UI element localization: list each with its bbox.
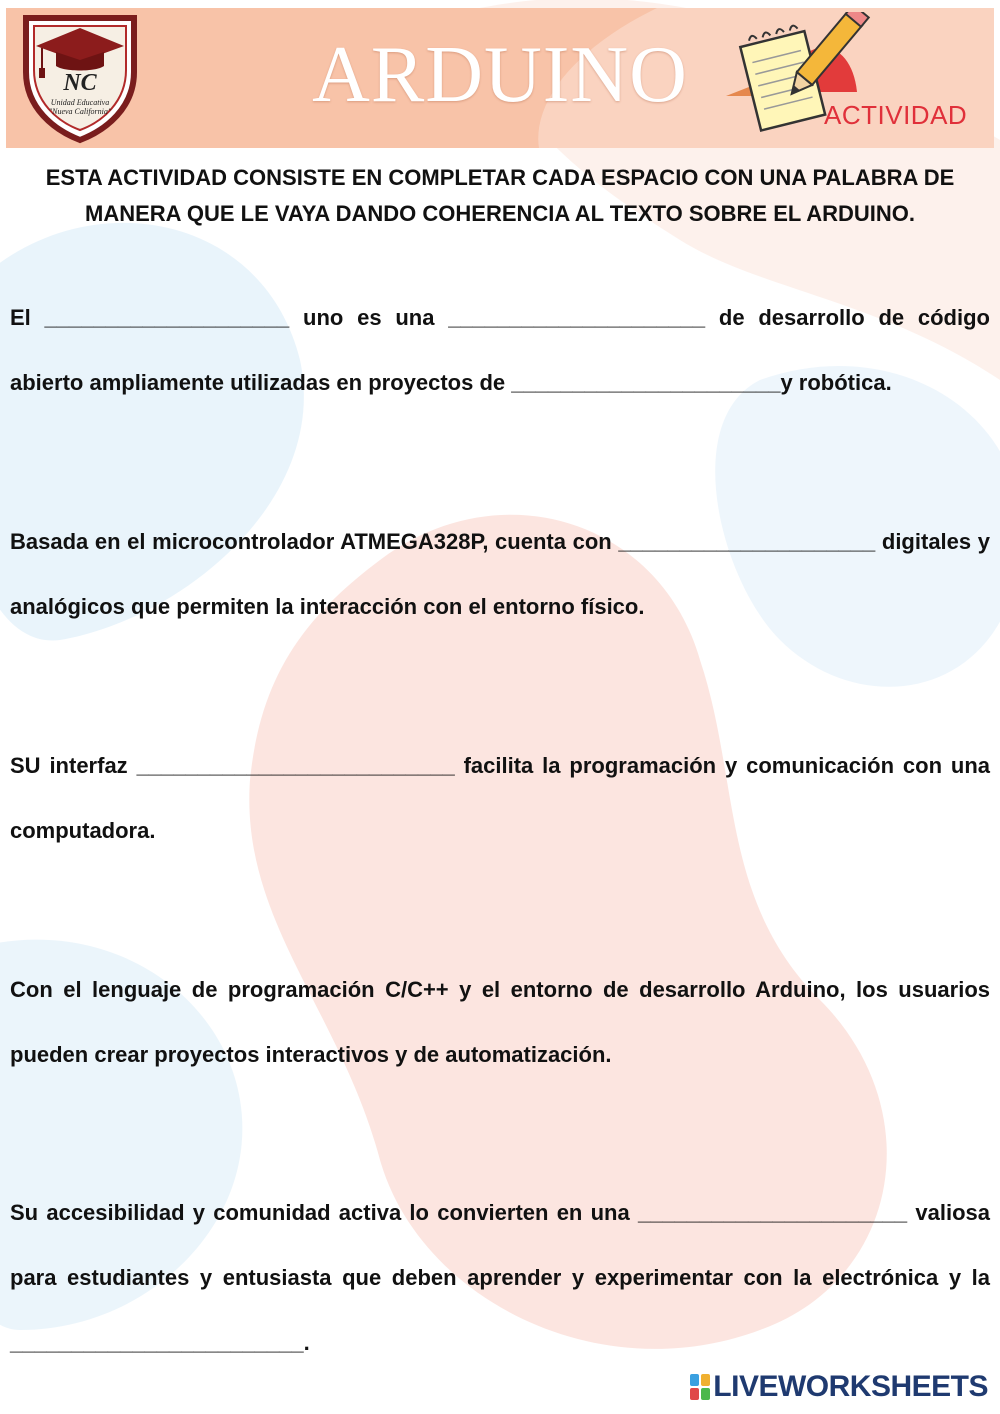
text-segment: valiosa para estudiantes y entusiasta que deben aprender y experimentar con la electrónica y la [10, 1200, 990, 1290]
blank-6[interactable]: ______________________ [637, 1200, 908, 1225]
text-segment: digitales y analógicos que permiten la interacción con el entorno físico. [10, 529, 990, 619]
logo-initials: NC [63, 70, 97, 96]
text-segment: Con el lenguaje de programación C/C++ y el entorno de desarrollo Arduino, los usuarios pueden crear proyectos interactivos y de automatización. [10, 977, 990, 1067]
paragraph-5 [10, 1180, 990, 1375]
text-segment: El [10, 305, 45, 330]
liveworksheets-icon [689, 1373, 711, 1401]
text-segment: de desarrollo de código abierto ampliamente utilizadas en proyectos de [10, 305, 990, 395]
blank-1[interactable]: ____________________ [44, 305, 290, 330]
text-segment: Su accesibilidad y comunidad activa lo convierten en una [10, 1200, 638, 1225]
blank-7[interactable]: ________________________ [10, 1330, 304, 1355]
logo-line-2: "Nueva California" [48, 107, 112, 116]
paragraph-1 [10, 285, 990, 415]
blank-4[interactable]: _____________________ [618, 529, 876, 554]
text-segment: SU interfaz [10, 753, 137, 778]
text-segment: Basada en el microcontrolador ATMEGA328P, cuenta con [10, 529, 619, 554]
text-segment: . [303, 1330, 310, 1355]
liveworksheets-brand [689, 1370, 988, 1404]
paragraph-4 [10, 957, 990, 1087]
actividad-label: ACTIVIDAD [824, 100, 968, 130]
logo-line-1: Unidad Educativa [50, 98, 110, 107]
actividad-badge [722, 12, 972, 146]
blank-3[interactable]: ______________________ [511, 370, 781, 395]
liveworksheets-text: LIVEWORKSHEETS [713, 1370, 988, 1403]
instructions: ESTA ACTIVIDAD CONSISTE EN COMPLETAR CADA ESPACIO CON UNA PALABRA DE MANERA QUE LE VAYA DANDO COHERENCIA AL TEXTO SOBRE EL ARDUINO. [45, 165, 955, 226]
paragraph-3 [10, 733, 990, 863]
text-segment: uno es una [289, 305, 449, 330]
blank-5[interactable]: __________________________ [136, 753, 455, 778]
text-segment: y robótica. [780, 370, 892, 395]
blank-2[interactable]: _____________________ [448, 305, 706, 330]
page-title: ARDUINO [312, 31, 688, 119]
paragraph-2 [10, 509, 990, 639]
text-segment: facilita la programación y comunicación con una computadora. [10, 753, 991, 843]
school-logo [20, 10, 140, 144]
